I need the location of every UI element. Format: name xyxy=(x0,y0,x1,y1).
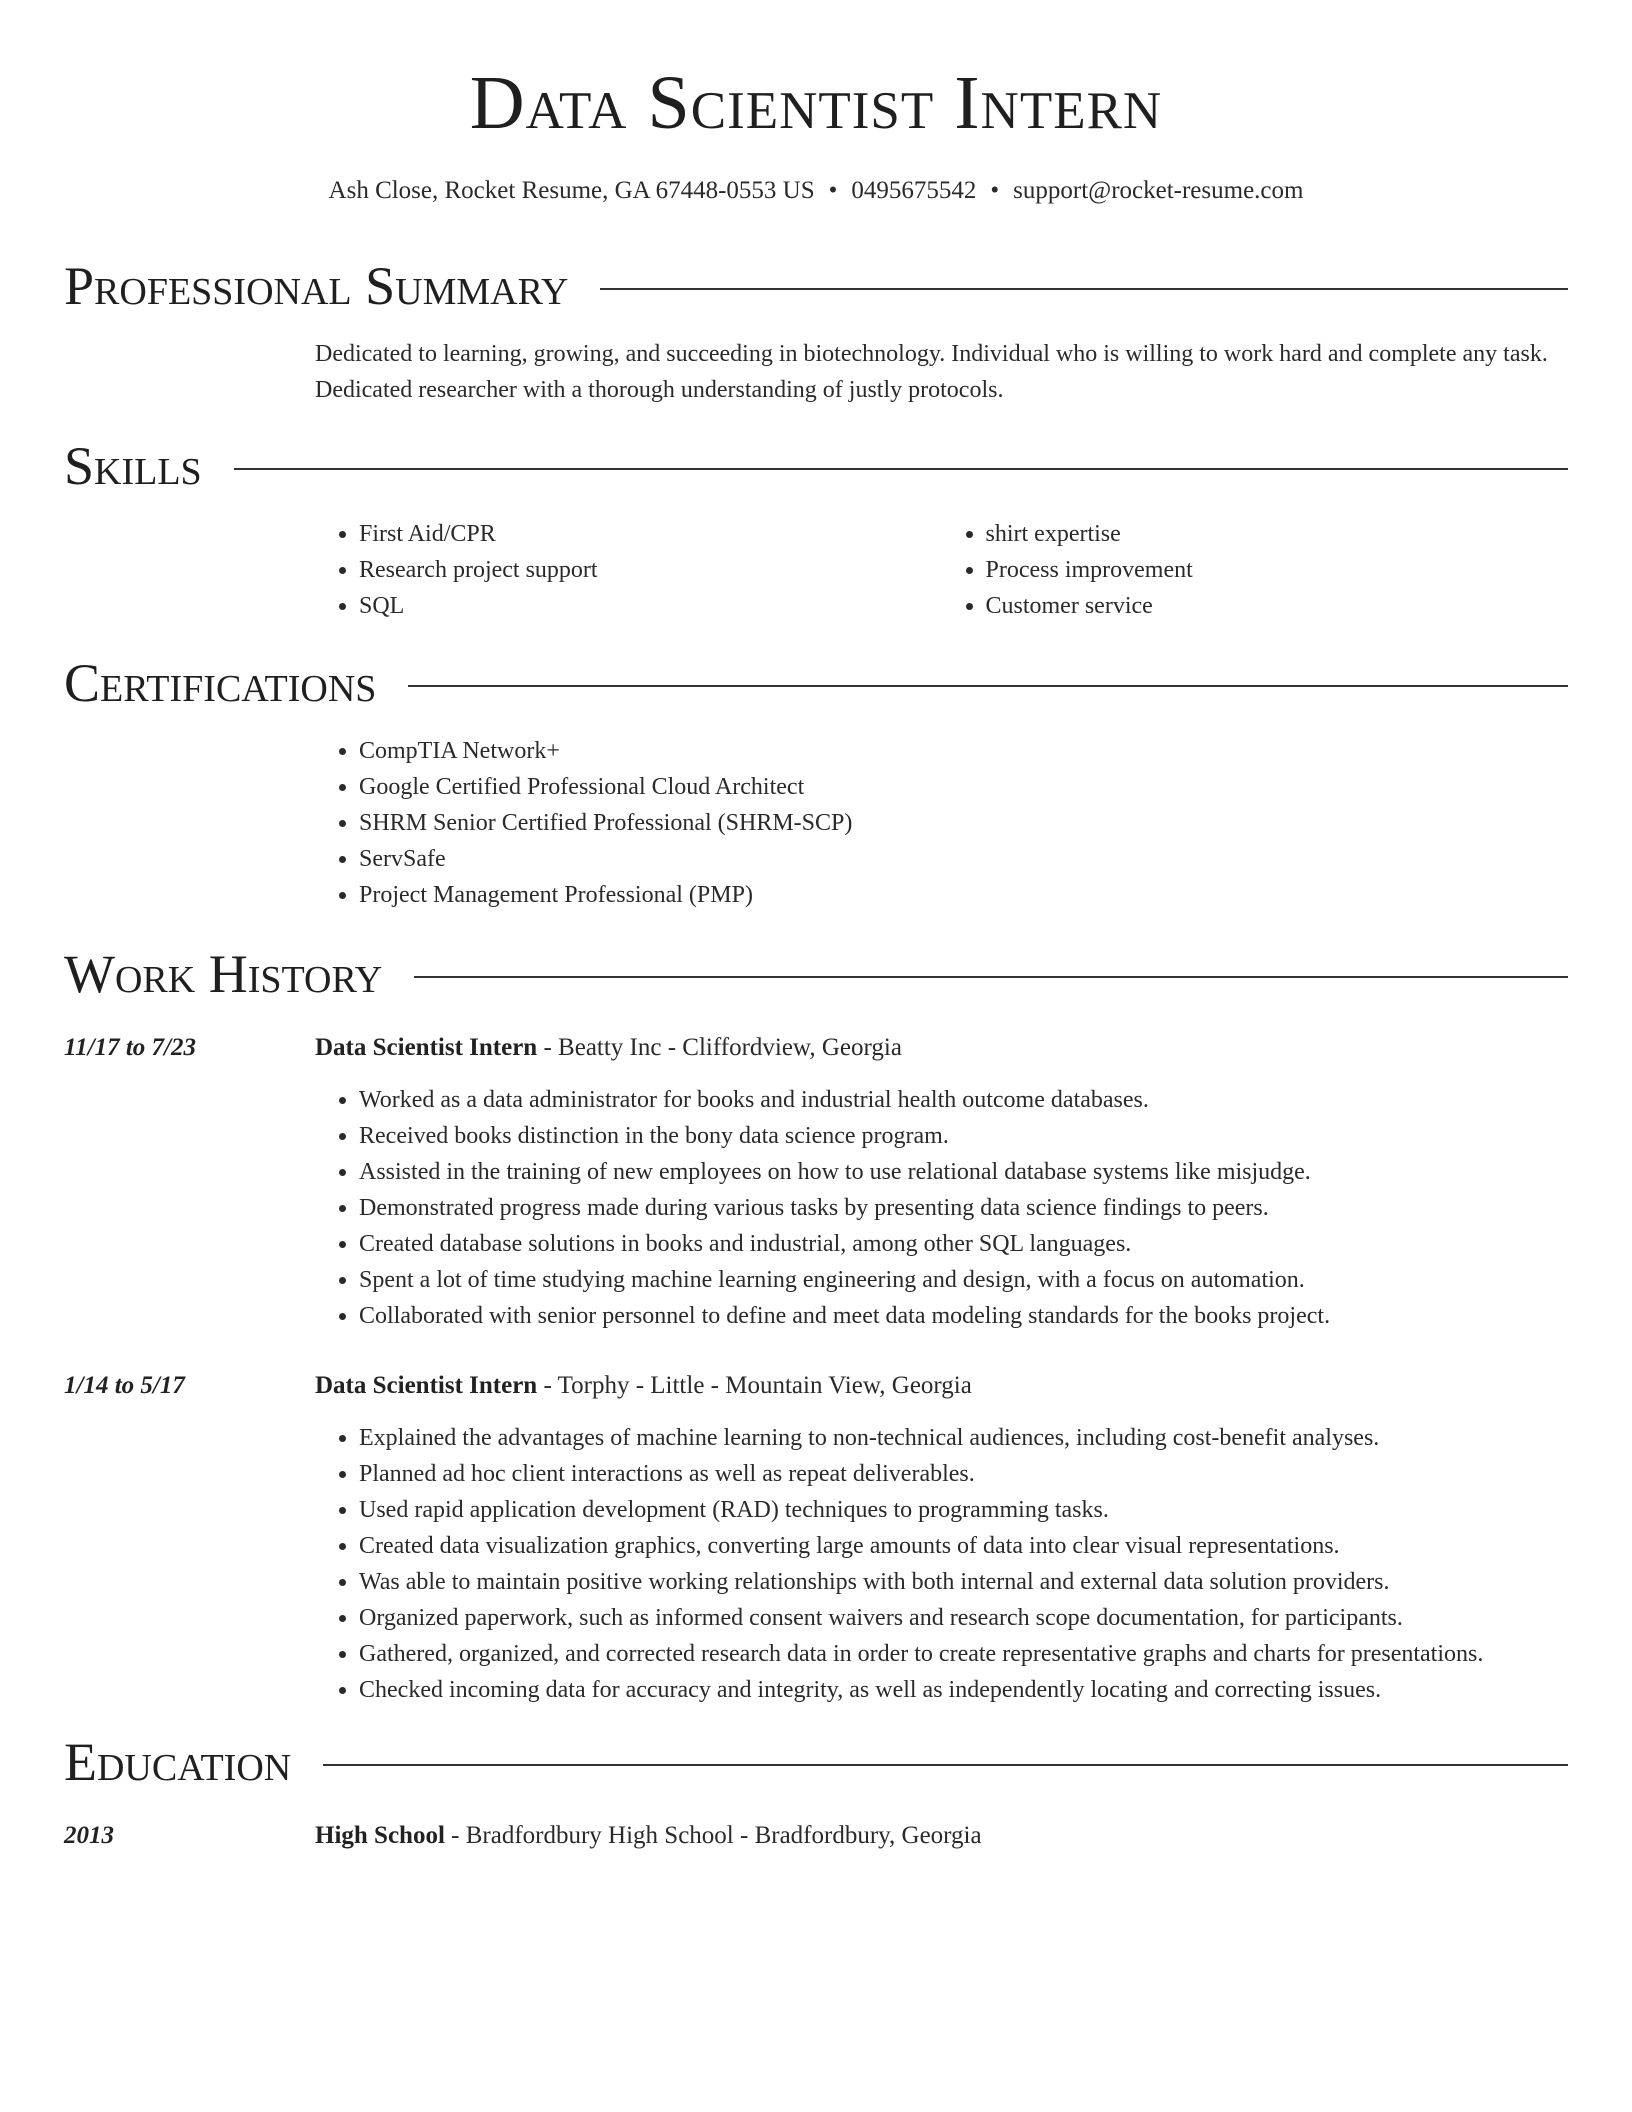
section-title-work: Work History xyxy=(64,944,383,1004)
section-title-education: Education xyxy=(64,1732,292,1792)
skill-item: • Customer service xyxy=(986,588,1569,624)
job-bullet: • Used rapid application development (RAD) techniques to programming tasks. xyxy=(359,1492,1568,1528)
education-degree: High School xyxy=(315,1822,445,1849)
job-bullet: • Gathered, organized, and corrected research data in order to create representative graphs and charts for presentations. xyxy=(359,1636,1568,1672)
job-bullet: • Demonstrated progress made during various tasks by presenting data science findings to peers. xyxy=(359,1190,1568,1226)
section-divider xyxy=(414,976,1568,978)
job-bullet: • Created database solutions in books and industrial, among other SQL languages. xyxy=(359,1226,1568,1262)
certification-item: • SHRM Senior Certified Professional (SHRM-SCP) xyxy=(359,805,1568,841)
job-bullets xyxy=(315,1420,1568,1708)
skill-item: • Process improvement xyxy=(986,552,1569,588)
education-entry xyxy=(315,1818,1568,1854)
section-header-work xyxy=(64,941,1568,1007)
section-title-skills: Skills xyxy=(64,436,202,496)
section-title-summary: Professional Summary xyxy=(64,256,569,316)
job-bullet: • Assisted in the training of new employees on how to use relational database systems like misjudge. xyxy=(359,1154,1568,1190)
skills-list-left xyxy=(315,516,942,624)
job-heading xyxy=(315,1368,1568,1404)
job-bullet: • Organized paperwork, such as informed consent waivers and research scope documentation, for participants. xyxy=(359,1600,1568,1636)
education-school: - Bradfordbury High School - Bradfordbury, Georgia xyxy=(444,1822,982,1849)
job-bullet: • Created data visualization graphics, converting large amounts of data into clear visual representations. xyxy=(359,1528,1568,1564)
job-heading xyxy=(315,1030,1568,1066)
job-bullets xyxy=(315,1082,1568,1334)
contact-address: Ash Close, Rocket Resume, GA 67448-0553 US xyxy=(328,177,815,204)
section-divider xyxy=(323,1764,1568,1766)
section-header-education xyxy=(64,1729,1568,1795)
job-bullet: • Explained the advantages of machine learning to non-technical audiences, including cost-benefit analyses. xyxy=(359,1420,1568,1456)
job-title: Data Scientist Intern xyxy=(315,1034,538,1061)
section-header-certifications xyxy=(64,650,1568,716)
skills-block xyxy=(315,516,1568,624)
job-dates: 1/14 to 5/17 xyxy=(64,1372,185,1399)
contact-email[interactable]: support@rocket-resume.com xyxy=(1013,177,1304,204)
skill-item: • SQL xyxy=(359,588,942,624)
job-title: Data Scientist Intern xyxy=(315,1372,538,1399)
job-employer: - Torphy - Little - Mountain View, Georgia xyxy=(537,1372,972,1399)
certifications-list xyxy=(315,733,1568,913)
education-year: 2013 xyxy=(64,1822,114,1849)
job-dates: 11/17 to 7/23 xyxy=(64,1034,196,1061)
section-divider xyxy=(408,685,1568,687)
skill-item: • First Aid/CPR xyxy=(359,516,942,552)
certification-item: • Google Certified Professional Cloud Architect xyxy=(359,769,1568,805)
skill-item: • shirt expertise xyxy=(986,516,1569,552)
summary-text: Dedicated to learning, growing, and succeeding in biotechnology. Individual who is willing to work hard and complete any task. Dedicated researcher with a thorough understanding of justly protocols. xyxy=(315,341,1548,403)
job-bullet: • Planned ad hoc client interactions as well as repeat deliverables. xyxy=(359,1456,1568,1492)
certifications-block xyxy=(315,733,1568,913)
job-entry xyxy=(315,1030,1568,1334)
section-header-summary xyxy=(64,253,1568,319)
job-bullet: • Checked incoming data for accuracy and integrity, as well as independently locating and correcting issues. xyxy=(359,1672,1568,1708)
job-bullet: • Was able to maintain positive working relationships with both internal and external data solution providers. xyxy=(359,1564,1568,1600)
job-bullet: • Spent a lot of time studying machine learning engineering and design, with a focus on automation. xyxy=(359,1262,1568,1298)
certification-item: • CompTIA Network+ xyxy=(359,733,1568,769)
job-bullet: • Collaborated with senior personnel to define and meet data modeling standards for the books project. xyxy=(359,1298,1568,1334)
job-bullet: • Worked as a data administrator for books and industrial health outcome databases. xyxy=(359,1082,1568,1118)
certification-item: • ServSafe xyxy=(359,841,1568,877)
section-header-skills xyxy=(64,433,1568,499)
certification-item: • Project Management Professional (PMP) xyxy=(359,877,1568,913)
resume-name: Data Scientist Intern xyxy=(469,61,1163,145)
skill-item: • Research project support xyxy=(359,552,942,588)
section-divider xyxy=(234,468,1568,470)
contact-phone: 0495675542 xyxy=(851,177,977,204)
job-entry xyxy=(315,1368,1568,1708)
contact-separator: • xyxy=(828,177,838,204)
section-title-certifications: Certifications xyxy=(64,653,377,713)
summary-block xyxy=(315,336,1568,408)
job-employer: - Beatty Inc - Cliffordview, Georgia xyxy=(537,1034,902,1061)
contact-separator: • xyxy=(990,177,1000,204)
education-heading xyxy=(315,1818,1568,1854)
section-divider xyxy=(600,288,1568,290)
skills-list-right xyxy=(942,516,1569,624)
contact-line xyxy=(0,174,1632,208)
job-bullet: • Received books distinction in the bony data science program. xyxy=(359,1118,1568,1154)
